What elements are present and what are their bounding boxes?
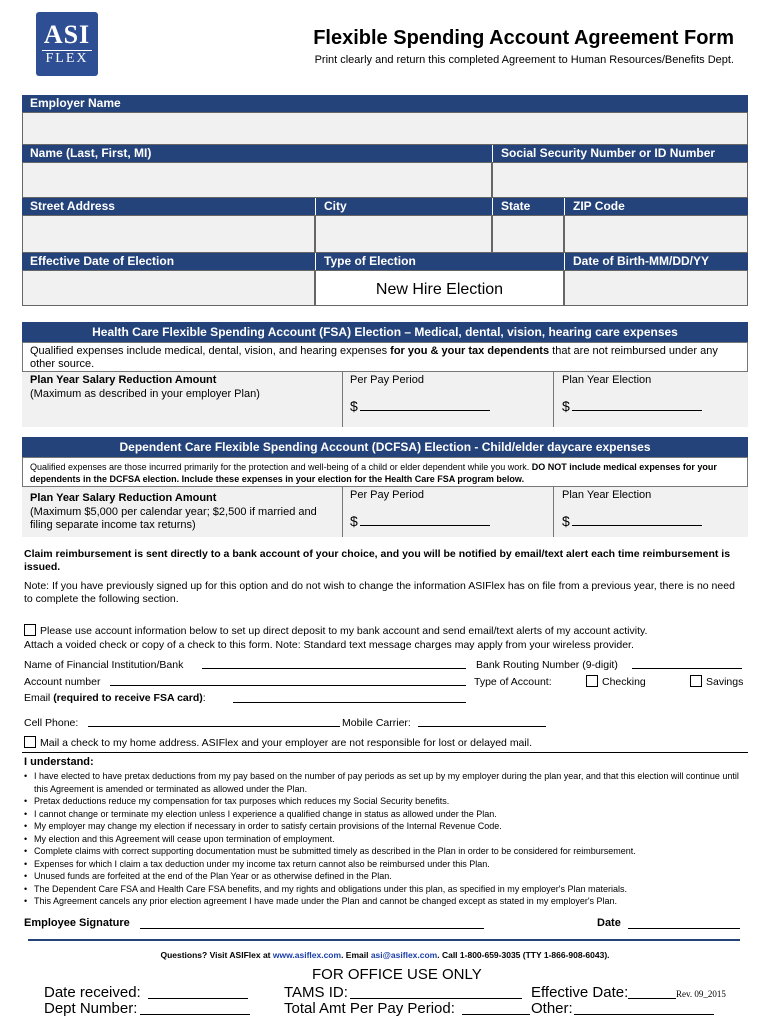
other-label: Other: — [531, 1000, 573, 1017]
fsa-per-pay-dollar: $ — [350, 398, 358, 414]
attach-check-note: Attach a voided check or copy of a check to this form. Note: Standard text message charges may apply from your wireless provider. — [24, 639, 634, 651]
office-effective-date-label: Effective Date: — [531, 984, 629, 1001]
understand-item: • The Dependent Care FSA and Health Care FSA benefits, and my rights and obligations under this plan, as specified in my employer's Plan materials. — [24, 883, 746, 896]
email-label-a: Email — [24, 692, 54, 704]
dcfsa-reduction-label: Plan Year Salary Reduction Amount — [30, 492, 217, 504]
fsa-plan-year-input[interactable] — [572, 410, 702, 411]
savings-label: Savings — [706, 676, 744, 688]
understand-item: • Unused funds are forfeited at the end of the Plan Year or as otherwise defined in the Plan. — [24, 870, 746, 883]
dcfsa-divider-2 — [553, 486, 554, 537]
signature-input[interactable] — [140, 928, 484, 929]
mobile-carrier-input[interactable] — [418, 726, 546, 727]
footer-q1: Questions? Visit ASIFlex at — [160, 950, 273, 960]
dept-number-label: Dept Number: — [44, 1000, 138, 1017]
signature-date-label: Date — [597, 917, 621, 929]
account-number-label: Account number — [24, 676, 101, 688]
dob-label: Date of Birth-MM/DD/YY — [564, 253, 748, 270]
dcfsa-plan-year-dollar: $ — [562, 513, 570, 529]
direct-deposit-checkbox[interactable] — [24, 624, 36, 636]
reimbursement-note: Note: If you have previously signed up for this option and do not wish to change the information ASIFlex has on file from a previous year, there is no need to complete the following section. — [24, 580, 735, 605]
state-label: State — [492, 198, 564, 215]
understand-rule — [22, 752, 748, 753]
understand-item: • I cannot change or terminate my election unless I experience a qualified change in status as allowed under the Plan. — [24, 808, 746, 821]
form-title: Flexible Spending Account Agreement Form — [313, 27, 734, 49]
city-label: City — [315, 198, 492, 215]
savings-checkbox[interactable] — [690, 675, 702, 687]
fsa-desc-c: that are not reimbursed under any other source. — [30, 345, 718, 370]
type-of-election-label: Type of Election — [315, 253, 564, 270]
name-field[interactable] — [22, 162, 492, 198]
checking-label: Checking — [602, 676, 646, 688]
office-use-title: FOR OFFICE USE ONLY — [312, 966, 482, 983]
effective-date-label: Effective Date of Election — [22, 253, 315, 270]
fsa-per-pay-input[interactable] — [360, 410, 490, 411]
footer-q3: . Call 1-800-659-3035 (TTY 1-866-908-6043). — [437, 950, 610, 960]
total-amt-label: Total Amt Per Pay Period: — [284, 1000, 455, 1017]
fsa-plan-year-dollar: $ — [562, 398, 570, 414]
ssn-label: Social Security Number or ID Number — [492, 145, 748, 162]
logo-bottom-text: FLEX — [42, 50, 92, 67]
mail-check-checkbox[interactable] — [24, 736, 36, 748]
footer-divider — [28, 939, 740, 941]
account-number-input[interactable] — [110, 685, 466, 686]
dcfsa-reduction-note: (Maximum $5,000 per calendar year; $2,500 if married and filing separate income tax returns) — [30, 506, 317, 531]
dcfsa-plan-year-label: Plan Year Election — [562, 489, 652, 501]
fsa-desc-b: for you & your tax dependents — [390, 345, 550, 357]
email-label-b: (required to receive FSA card) — [53, 692, 203, 704]
financial-institution-input[interactable] — [202, 668, 466, 669]
understand-item: • Expenses for which I claim a tax deduction under my income tax return cannot also be reimbursed under this Plan. — [24, 858, 746, 871]
dcfsa-header: Dependent Care Flexible Spending Account (DCFSA) Election - Child/elder daycare expenses — [22, 437, 748, 457]
dob-field[interactable] — [564, 270, 748, 306]
office-effective-date-input[interactable] — [628, 998, 676, 999]
understand-item: • Pretax deductions reduce my compensation for tax purposes which reduces my Social Security benefits. — [24, 795, 746, 808]
reimbursement-statement: Claim reimbursement is sent directly to a bank account of your choice, and you will be notified by email/text alert each time reimbursement is issued. — [24, 548, 731, 573]
total-amt-input[interactable] — [462, 1014, 530, 1015]
ssn-field[interactable] — [492, 162, 748, 198]
revision-label: Rev. 09_2015 — [676, 989, 726, 999]
understand-item: • This Agreement cancels any prior election agreement I have made under the Plan and cannot be changed except as stated in my employer's Plan. — [24, 895, 746, 908]
fsa-divider-1 — [342, 371, 343, 427]
street-field[interactable] — [22, 215, 315, 253]
fsa-header: Health Care Flexible Spending Account (FSA) Election – Medical, dental, vision, hearing care expenses — [22, 322, 748, 342]
dcfsa-per-pay-label: Per Pay Period — [350, 489, 424, 501]
asiflex-logo — [36, 12, 98, 76]
understand-title: I understand: — [24, 756, 94, 768]
tams-id-input[interactable] — [350, 998, 522, 999]
logo-top-text: ASI — [43, 20, 91, 49]
fsa-reduction-note: (Maximum as described in your employer Plan) — [30, 388, 260, 400]
dcfsa-per-pay-input[interactable] — [360, 525, 490, 526]
email-input[interactable] — [233, 702, 466, 703]
fsa-plan-year-label: Plan Year Election — [562, 374, 652, 386]
understand-item: • Complete claims with correct supporting documentation must be submitted timely as described in the Plan in order to be considered for reimbursement. — [24, 845, 746, 858]
footer-q2: . Email — [341, 950, 371, 960]
fsa-description — [30, 345, 730, 371]
website-link[interactable]: www.asiflex.com — [272, 950, 342, 960]
understand-item: • I have elected to have pretax deductions from my pay based on the number of pay periods as set up by my employer during the plan year, and that this election will continue until this Agreement is amended or terminated as allowed under the Plan. — [24, 770, 746, 795]
date-received-label: Date received: — [44, 984, 141, 1001]
name-label: Name (Last, First, MI) — [22, 145, 492, 162]
financial-institution-label: Name of Financial Institution/Bank — [24, 659, 184, 671]
fsa-reduction-label: Plan Year Salary Reduction Amount — [30, 374, 217, 386]
city-field[interactable] — [315, 215, 492, 253]
dcfsa-divider-1 — [342, 486, 343, 537]
signature-label: Employee Signature — [24, 917, 130, 929]
form-subtitle: Print clearly and return this completed Agreement to Human Resources/Benefits Dept. — [314, 54, 734, 66]
state-field[interactable] — [492, 215, 564, 253]
employer-name-field[interactable] — [22, 112, 748, 145]
cell-phone-label: Cell Phone: — [24, 717, 79, 729]
mobile-carrier-label: Mobile Carrier: — [342, 717, 411, 729]
tams-id-label: TAMS ID: — [284, 984, 348, 1001]
fsa-per-pay-label: Per Pay Period — [350, 374, 424, 386]
zip-field[interactable] — [564, 215, 748, 253]
zip-label: ZIP Code — [564, 198, 748, 215]
email-label-c: : — [202, 692, 206, 704]
direct-deposit-label: Please use account information below to set up direct deposit to my bank account and send email/text alerts of my account activity. — [40, 625, 648, 637]
understand-item: • My employer may change my election if necessary in order to satisfy certain provisions of the Internal Revenue Code. — [24, 820, 746, 833]
dcfsa-per-pay-dollar: $ — [350, 513, 358, 529]
date-received-input[interactable] — [148, 998, 248, 999]
dcfsa-plan-year-input[interactable] — [572, 525, 702, 526]
understand-item: • My election and this Agreement will cease upon termination of employment. — [24, 833, 746, 846]
employer-name-label: Employer Name — [22, 95, 748, 112]
routing-number-label: Bank Routing Number (9-digit) — [476, 659, 618, 671]
fsa-divider-2 — [553, 371, 554, 427]
other-input[interactable] — [574, 1014, 714, 1015]
footer-contact — [22, 949, 748, 962]
signature-date-input[interactable] — [628, 928, 740, 929]
mail-check-label: Mail a check to my home address. ASIFlex and your employer are not responsible for lost or delayed mail. — [40, 737, 532, 749]
dept-number-input[interactable] — [140, 1014, 250, 1015]
type-of-election-field[interactable]: New Hire Election — [315, 270, 564, 306]
cell-phone-input[interactable] — [88, 726, 340, 727]
fsa-desc-a: Qualified expenses include medical, dental, vision, and hearing expenses — [30, 345, 391, 357]
checking-checkbox[interactable] — [586, 675, 598, 687]
dcfsa-desc-a: Qualified expenses are those incurred primarily for the protection and well-being of a child or elder dependent while you work. — [30, 462, 532, 472]
understand-list — [24, 770, 746, 908]
street-label: Street Address — [22, 198, 315, 215]
routing-number-input[interactable] — [632, 668, 742, 669]
email-link[interactable]: asi@asiflex.com — [370, 950, 438, 960]
effective-date-field[interactable] — [22, 270, 315, 306]
account-type-label: Type of Account: — [474, 676, 552, 688]
dcfsa-description — [30, 461, 742, 485]
email-label — [24, 692, 206, 705]
dcfsa-desc-b: DO NOT include medical expenses for your dependents in the DCFSA election. Include these expenses in your election for the Health Care FSA program below. — [30, 462, 717, 484]
